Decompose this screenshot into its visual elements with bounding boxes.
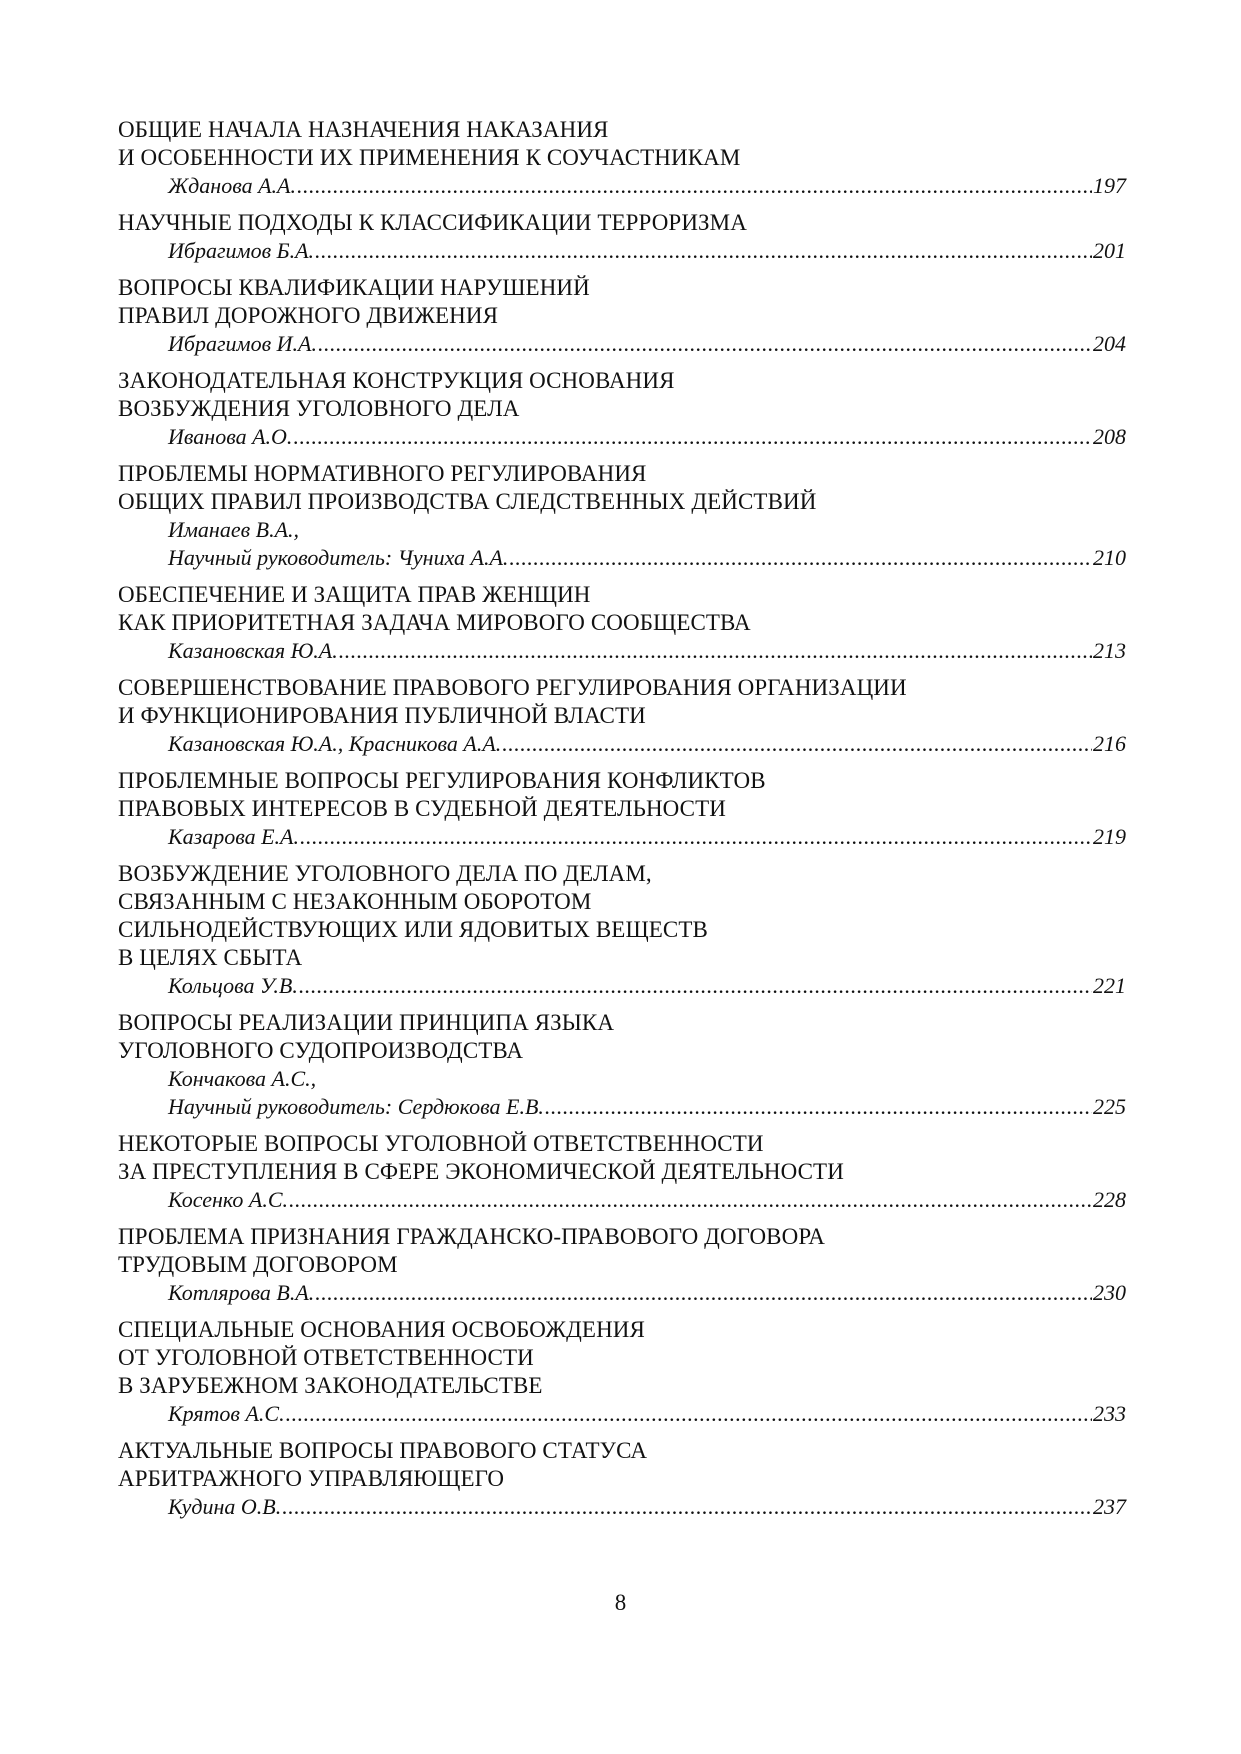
dot-leader xyxy=(318,330,1092,358)
toc-entry-author: Котлярова В.А. xyxy=(168,1280,315,1305)
toc-entry xyxy=(118,209,1126,265)
toc-entry-title-line: СПЕЦИАЛЬНЫЕ ОСНОВАНИЯ ОСВОБОЖДЕНИЯ xyxy=(118,1317,645,1342)
toc-entry-leader-line xyxy=(118,172,1126,200)
dot-leader xyxy=(339,637,1092,665)
toc-entry-author-line: Кончакова А.С., xyxy=(168,1066,317,1091)
toc-entry-page-number: 237 xyxy=(1093,1494,1126,1519)
dot-leader xyxy=(286,1400,1092,1428)
toc-entry-title-line: СИЛЬНОДЕЙСТВУЮЩИХ ИЛИ ЯДОВИТЫХ ВЕЩЕСТВ xyxy=(118,917,708,942)
toc-entry-title-line: ПРОБЛЕМЫ НОРМАТИВНОГО РЕГУЛИРОВАНИЯ xyxy=(118,461,647,486)
toc-entry-author: Иванова А.О. xyxy=(168,424,293,449)
toc-entry xyxy=(118,581,1126,665)
toc-entry-title-line: НЕКОТОРЫЕ ВОПРОСЫ УГОЛОВНОЙ ОТВЕТСТВЕННОСТИ xyxy=(118,1131,764,1156)
toc-entry-title-line: И ФУНКЦИОНИРОВАНИЯ ПУБЛИЧНОЙ ВЛАСТИ xyxy=(118,703,646,728)
toc-entry-title-line: ОБЩИЕ НАЧАЛА НАЗНАЧЕНИЯ НАКАЗАНИЯ xyxy=(118,117,609,142)
toc-entry-author: Казановская Ю.А. xyxy=(168,638,338,663)
toc-entry-title-line: ТРУДОВЫМ ДОГОВОРОМ xyxy=(118,1252,398,1277)
toc-entry-leader-line xyxy=(118,1093,1126,1121)
toc-entry-page-number: 230 xyxy=(1093,1280,1126,1305)
toc-entry-leader-line xyxy=(118,423,1126,451)
toc-entry-title-line: ЗА ПРЕСТУПЛЕНИЯ В СФЕРЕ ЭКОНОМИЧЕСКОЙ ДЕЯТЕЛЬНОСТИ xyxy=(118,1159,844,1184)
toc-entry-title-line: ВОПРОСЫ РЕАЛИЗАЦИИ ПРИНЦИПА ЯЗЫКА xyxy=(118,1010,615,1035)
toc-entry xyxy=(118,1437,1126,1521)
toc-entry-author: Жданова А.А. xyxy=(168,173,296,198)
toc-entry-title-line: В ЗАРУБЕЖНОМ ЗАКОНОДАТЕЛЬСТВЕ xyxy=(118,1373,543,1398)
dot-leader xyxy=(545,1093,1092,1121)
toc-entry-page-number: 213 xyxy=(1093,638,1126,663)
toc-entry-leader-line xyxy=(118,1400,1126,1428)
toc-entry-page-number: 233 xyxy=(1093,1401,1126,1426)
toc-entry-author: Ибрагимов И.А. xyxy=(168,331,317,356)
toc-entry-leader-line xyxy=(118,637,1126,665)
toc-entry xyxy=(118,674,1126,758)
toc-entry xyxy=(118,1130,1126,1214)
toc-entry-leader-line xyxy=(118,544,1126,572)
toc-entry-author: Научный руководитель: Чуниха А.А. xyxy=(168,545,509,570)
toc-entry xyxy=(118,1009,1126,1121)
toc-entry-page-number: 197 xyxy=(1093,173,1126,198)
toc-entry xyxy=(118,1223,1126,1307)
dot-leader xyxy=(293,423,1092,451)
toc-entry-title-line: ПРАВОВЫХ ИНТЕРЕСОВ В СУДЕБНОЙ ДЕЯТЕЛЬНОСТИ xyxy=(118,796,726,821)
toc-entry-author: Кудина О.В. xyxy=(168,1494,282,1519)
toc-entry-page-number: 210 xyxy=(1093,545,1126,570)
toc-entry-title-line: ЗАКОНОДАТЕЛЬНАЯ КОНСТРУКЦИЯ ОСНОВАНИЯ xyxy=(118,368,675,393)
toc-entry-page-number: 228 xyxy=(1093,1187,1126,1212)
toc-entry-page-number: 204 xyxy=(1093,331,1126,356)
dot-leader xyxy=(289,1186,1092,1214)
toc-entry xyxy=(118,860,1126,1000)
toc-entry xyxy=(118,460,1126,572)
dot-leader xyxy=(282,1493,1092,1521)
dot-leader xyxy=(299,972,1092,1000)
dot-leader xyxy=(297,172,1092,200)
toc-entry-leader-line xyxy=(118,972,1126,1000)
toc-entry xyxy=(118,116,1126,200)
toc-entry-title-line: СОВЕРШЕНСТВОВАНИЕ ПРАВОВОГО РЕГУЛИРОВАНИЯ ОРГАНИЗАЦИИ xyxy=(118,675,907,700)
toc-entry-title-line: ВОЗБУЖДЕНИЕ УГОЛОВНОГО ДЕЛА ПО ДЕЛАМ, xyxy=(118,861,652,886)
toc-entry-author: Крятов А.С. xyxy=(168,1401,285,1426)
toc-entry-author: Кольцова У.В. xyxy=(168,973,298,998)
toc-entry xyxy=(118,767,1126,851)
table-of-contents xyxy=(118,116,1126,1530)
toc-entry-title-line: ПРАВИЛ ДОРОЖНОГО ДВИЖЕНИЯ xyxy=(118,303,499,328)
toc-entry-author: Ибрагимов Б.А. xyxy=(168,238,315,263)
toc-entry-author: Косенко А.С. xyxy=(168,1187,288,1212)
toc-entry-leader-line xyxy=(118,730,1126,758)
toc-entry-author-line: Иманаев В.А., xyxy=(168,517,300,542)
toc-entry-title-line: КАК ПРИОРИТЕТНАЯ ЗАДАЧА МИРОВОГО СООБЩЕСТВА xyxy=(118,610,751,635)
toc-entry-leader-line xyxy=(118,823,1126,851)
toc-entry-title-line: ОБЕСПЕЧЕНИЕ И ЗАЩИТА ПРАВ ЖЕНЩИН xyxy=(118,582,591,607)
toc-entry-page-number: 201 xyxy=(1093,238,1126,263)
toc-entry-leader-line xyxy=(118,237,1126,265)
toc-entry-title-line: ВОЗБУЖДЕНИЯ УГОЛОВНОГО ДЕЛА xyxy=(118,396,520,421)
toc-entry-author: Казановская Ю.А., Красникова А.А. xyxy=(168,731,502,756)
toc-entry xyxy=(118,1316,1126,1428)
toc-entry-page-number: 216 xyxy=(1093,731,1126,756)
toc-entry-title-line: ВОПРОСЫ КВАЛИФИКАЦИИ НАРУШЕНИЙ xyxy=(118,275,590,300)
toc-entry-title-line: И ОСОБЕННОСТИ ИХ ПРИМЕНЕНИЯ К СОУЧАСТНИКАМ xyxy=(118,145,741,170)
toc-entry xyxy=(118,274,1126,358)
toc-entry-author: Научный руководитель: Сердюкова Е.В. xyxy=(168,1094,544,1119)
page-number: 8 xyxy=(614,1590,627,1615)
toc-entry-title-line: СВЯЗАННЫМ С НЕЗАКОННЫМ ОБОРОТОМ xyxy=(118,889,592,914)
dot-leader xyxy=(315,237,1092,265)
toc-entry-title-line: ПРОБЛЕМА ПРИЗНАНИЯ ГРАЖДАНСКО-ПРАВОВОГО ДОГОВОРА xyxy=(118,1224,825,1249)
toc-entry-author: Казарова Е.А. xyxy=(168,824,299,849)
dot-leader xyxy=(315,1279,1092,1307)
toc-entry-title-line: АРБИТРАЖНОГО УПРАВЛЯЮЩЕГО xyxy=(118,1466,505,1491)
toc-entry-page-number: 219 xyxy=(1093,824,1126,849)
toc-entry-title-line: УГОЛОВНОГО СУДОПРОИЗВОДСТВА xyxy=(118,1038,524,1063)
dot-leader xyxy=(300,823,1092,851)
toc-entry-leader-line xyxy=(118,1186,1126,1214)
toc-entry-title-line: ОТ УГОЛОВНОЙ ОТВЕТСТВЕННОСТИ xyxy=(118,1345,534,1370)
toc-entry xyxy=(118,367,1126,451)
toc-entry-title-line: В ЦЕЛЯХ СБЫТА xyxy=(118,945,303,970)
toc-entry-leader-line xyxy=(118,1493,1126,1521)
toc-entry-page-number: 208 xyxy=(1093,424,1126,449)
toc-entry-title-line: ПРОБЛЕМНЫЕ ВОПРОСЫ РЕГУЛИРОВАНИЯ КОНФЛИКТОВ xyxy=(118,768,766,793)
dot-leader xyxy=(502,730,1092,758)
toc-entry-title-line: НАУЧНЫЕ ПОДХОДЫ К КЛАССИФИКАЦИИ ТЕРРОРИЗМА xyxy=(118,210,747,235)
toc-entry-leader-line xyxy=(118,1279,1126,1307)
dot-leader xyxy=(509,544,1092,572)
toc-entry-title-line: ОБЩИХ ПРАВИЛ ПРОИЗВОДСТВА СЛЕДСТВЕННЫХ ДЕЙСТВИЙ xyxy=(118,489,817,514)
toc-entry-page-number: 225 xyxy=(1093,1094,1126,1119)
toc-entry-leader-line xyxy=(118,330,1126,358)
toc-entry-title-line: АКТУАЛЬНЫЕ ВОПРОСЫ ПРАВОВОГО СТАТУСА xyxy=(118,1438,648,1463)
toc-entry-page-number: 221 xyxy=(1093,973,1126,998)
